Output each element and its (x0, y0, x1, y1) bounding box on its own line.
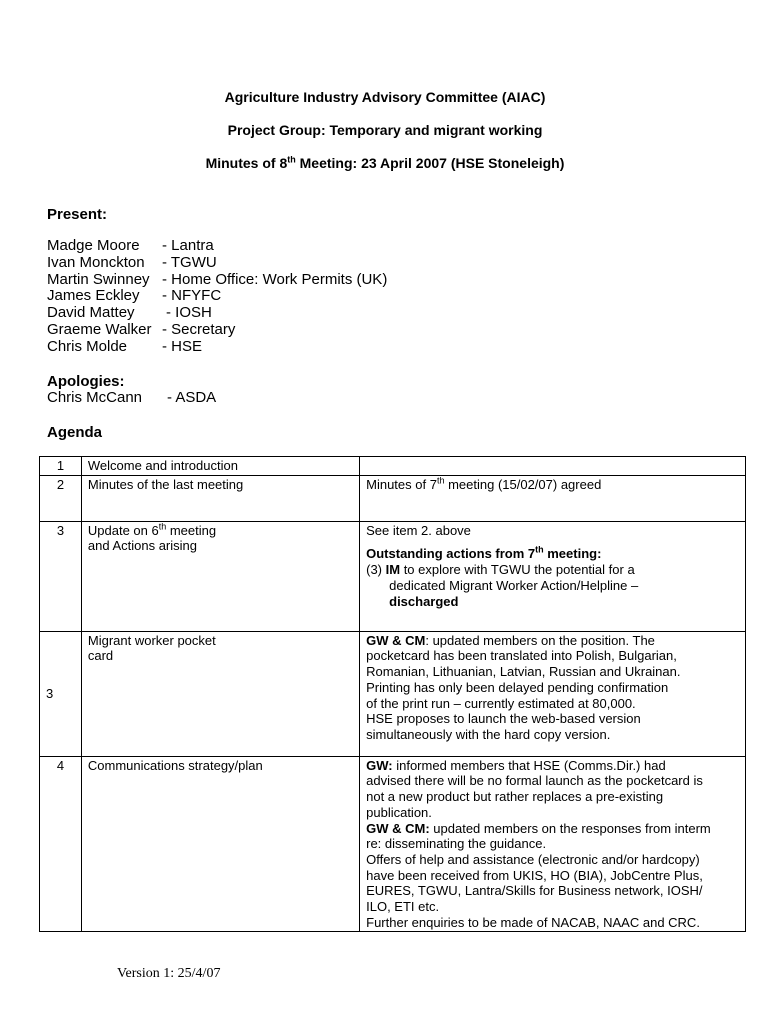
attendee-name: James Eckley (47, 287, 140, 305)
present-heading: Present: (47, 206, 108, 223)
table-row (40, 756, 746, 932)
agenda-table (39, 456, 746, 932)
item-title: Update on 6th meeting and Actions arising (81, 521, 359, 631)
attendee-name: Ivan Monckton (47, 253, 145, 271)
item-notes (360, 457, 746, 476)
minutes-title-sup: th (287, 154, 296, 165)
attendee-org: - Lantra (162, 237, 214, 254)
attendee-name: Madge Moore (47, 237, 140, 254)
minutes-title-suffix: Meeting: 23 April 2007 (HSE Stoneleigh) (295, 155, 565, 171)
table-row (40, 475, 746, 521)
minutes-title-prefix: Minutes of 8 (205, 155, 288, 171)
table-row (40, 457, 746, 476)
item-number: 1 (40, 457, 82, 476)
item-notes: Minutes of 7th meeting (15/02/07) agreed (360, 475, 746, 521)
item-number: 3 (40, 521, 82, 631)
attendee-org: - TGWU (162, 253, 217, 271)
item-title: Migrant worker pocket card (81, 631, 359, 756)
attendee-org: - Secretary (162, 320, 236, 338)
apology-org: - ASDA (167, 389, 217, 406)
item-title: Communications strategy/plan (81, 756, 359, 932)
action-item: (3) IM to explore with TGWU the potential for a (366, 562, 635, 578)
minutes-title (0, 155, 770, 171)
action-status: discharged (389, 593, 459, 609)
item-notes: GW & CM: updated members on the position. The pocketcard has been translated into Polish, Bulgarian, Romanian, Lithuanian, Latvian, Russian and Ukrainan. Printing has only been delayed pending confirmation of the print run – currently estimated at 80,000. HSE proposes to launch the web-based version simultaneously with the hard copy version. (360, 631, 746, 756)
apology-name: Chris McCann (47, 389, 143, 406)
table-row (40, 521, 746, 631)
apologies-heading: Apologies: (47, 373, 125, 390)
item-title: Welcome and introduction (81, 457, 359, 476)
item-title: Minutes of the last meeting (81, 475, 359, 521)
item-number: 3 (40, 631, 82, 756)
attendee-org: - HSE (162, 337, 203, 355)
attendee-org: - NFYFC (162, 287, 222, 305)
item-number: 4 (40, 756, 82, 932)
version-footer: Version 1: 25/4/07 (117, 966, 221, 981)
attendee-org: - IOSH (166, 304, 212, 322)
project-group-title: Project Group: Temporary and migrant working (227, 122, 543, 138)
attendee-name: Graeme Walker (47, 320, 152, 338)
item-number: 2 (40, 475, 82, 521)
item-notes: See item 2. above Outstanding actions from 7th meeting: (3) IM to explore with TGWU the potential for a dedicated Migrant Worker Action/Helpline – discharged (360, 521, 746, 631)
agenda-heading: Agenda (47, 424, 103, 441)
committee-title: Agriculture Industry Advisory Committee (AIAC) (224, 89, 546, 105)
table-row (40, 631, 746, 756)
attendee-name: David Mattey (47, 304, 135, 322)
item-notes: GW: informed members that HSE (Comms.Dir.) had advised there will be no formal launch as the pocketcard is not a new product but rather replaces a pre-existing publication. GW & CM: updated members on the responses from interm re: disseminating the guidance. Offers of help and assistance (electronic and/or hardcopy) have been received from UKIS, HO (BIA), JobCentre Plus, EURES, TGWU, Lantra/Skills for Business network, IOSH/ ILO, ETI etc. Further enquiries to be made of NACAB, NAAC and CRC. (360, 756, 746, 932)
attendee-org: - Home Office: Work Permits (UK) (162, 270, 388, 288)
attendee-name: Martin Swinney (47, 270, 150, 288)
attendee-name: Chris Molde (47, 337, 128, 355)
outstanding-actions-heading: Outstanding actions from 7th meeting: (366, 545, 602, 562)
